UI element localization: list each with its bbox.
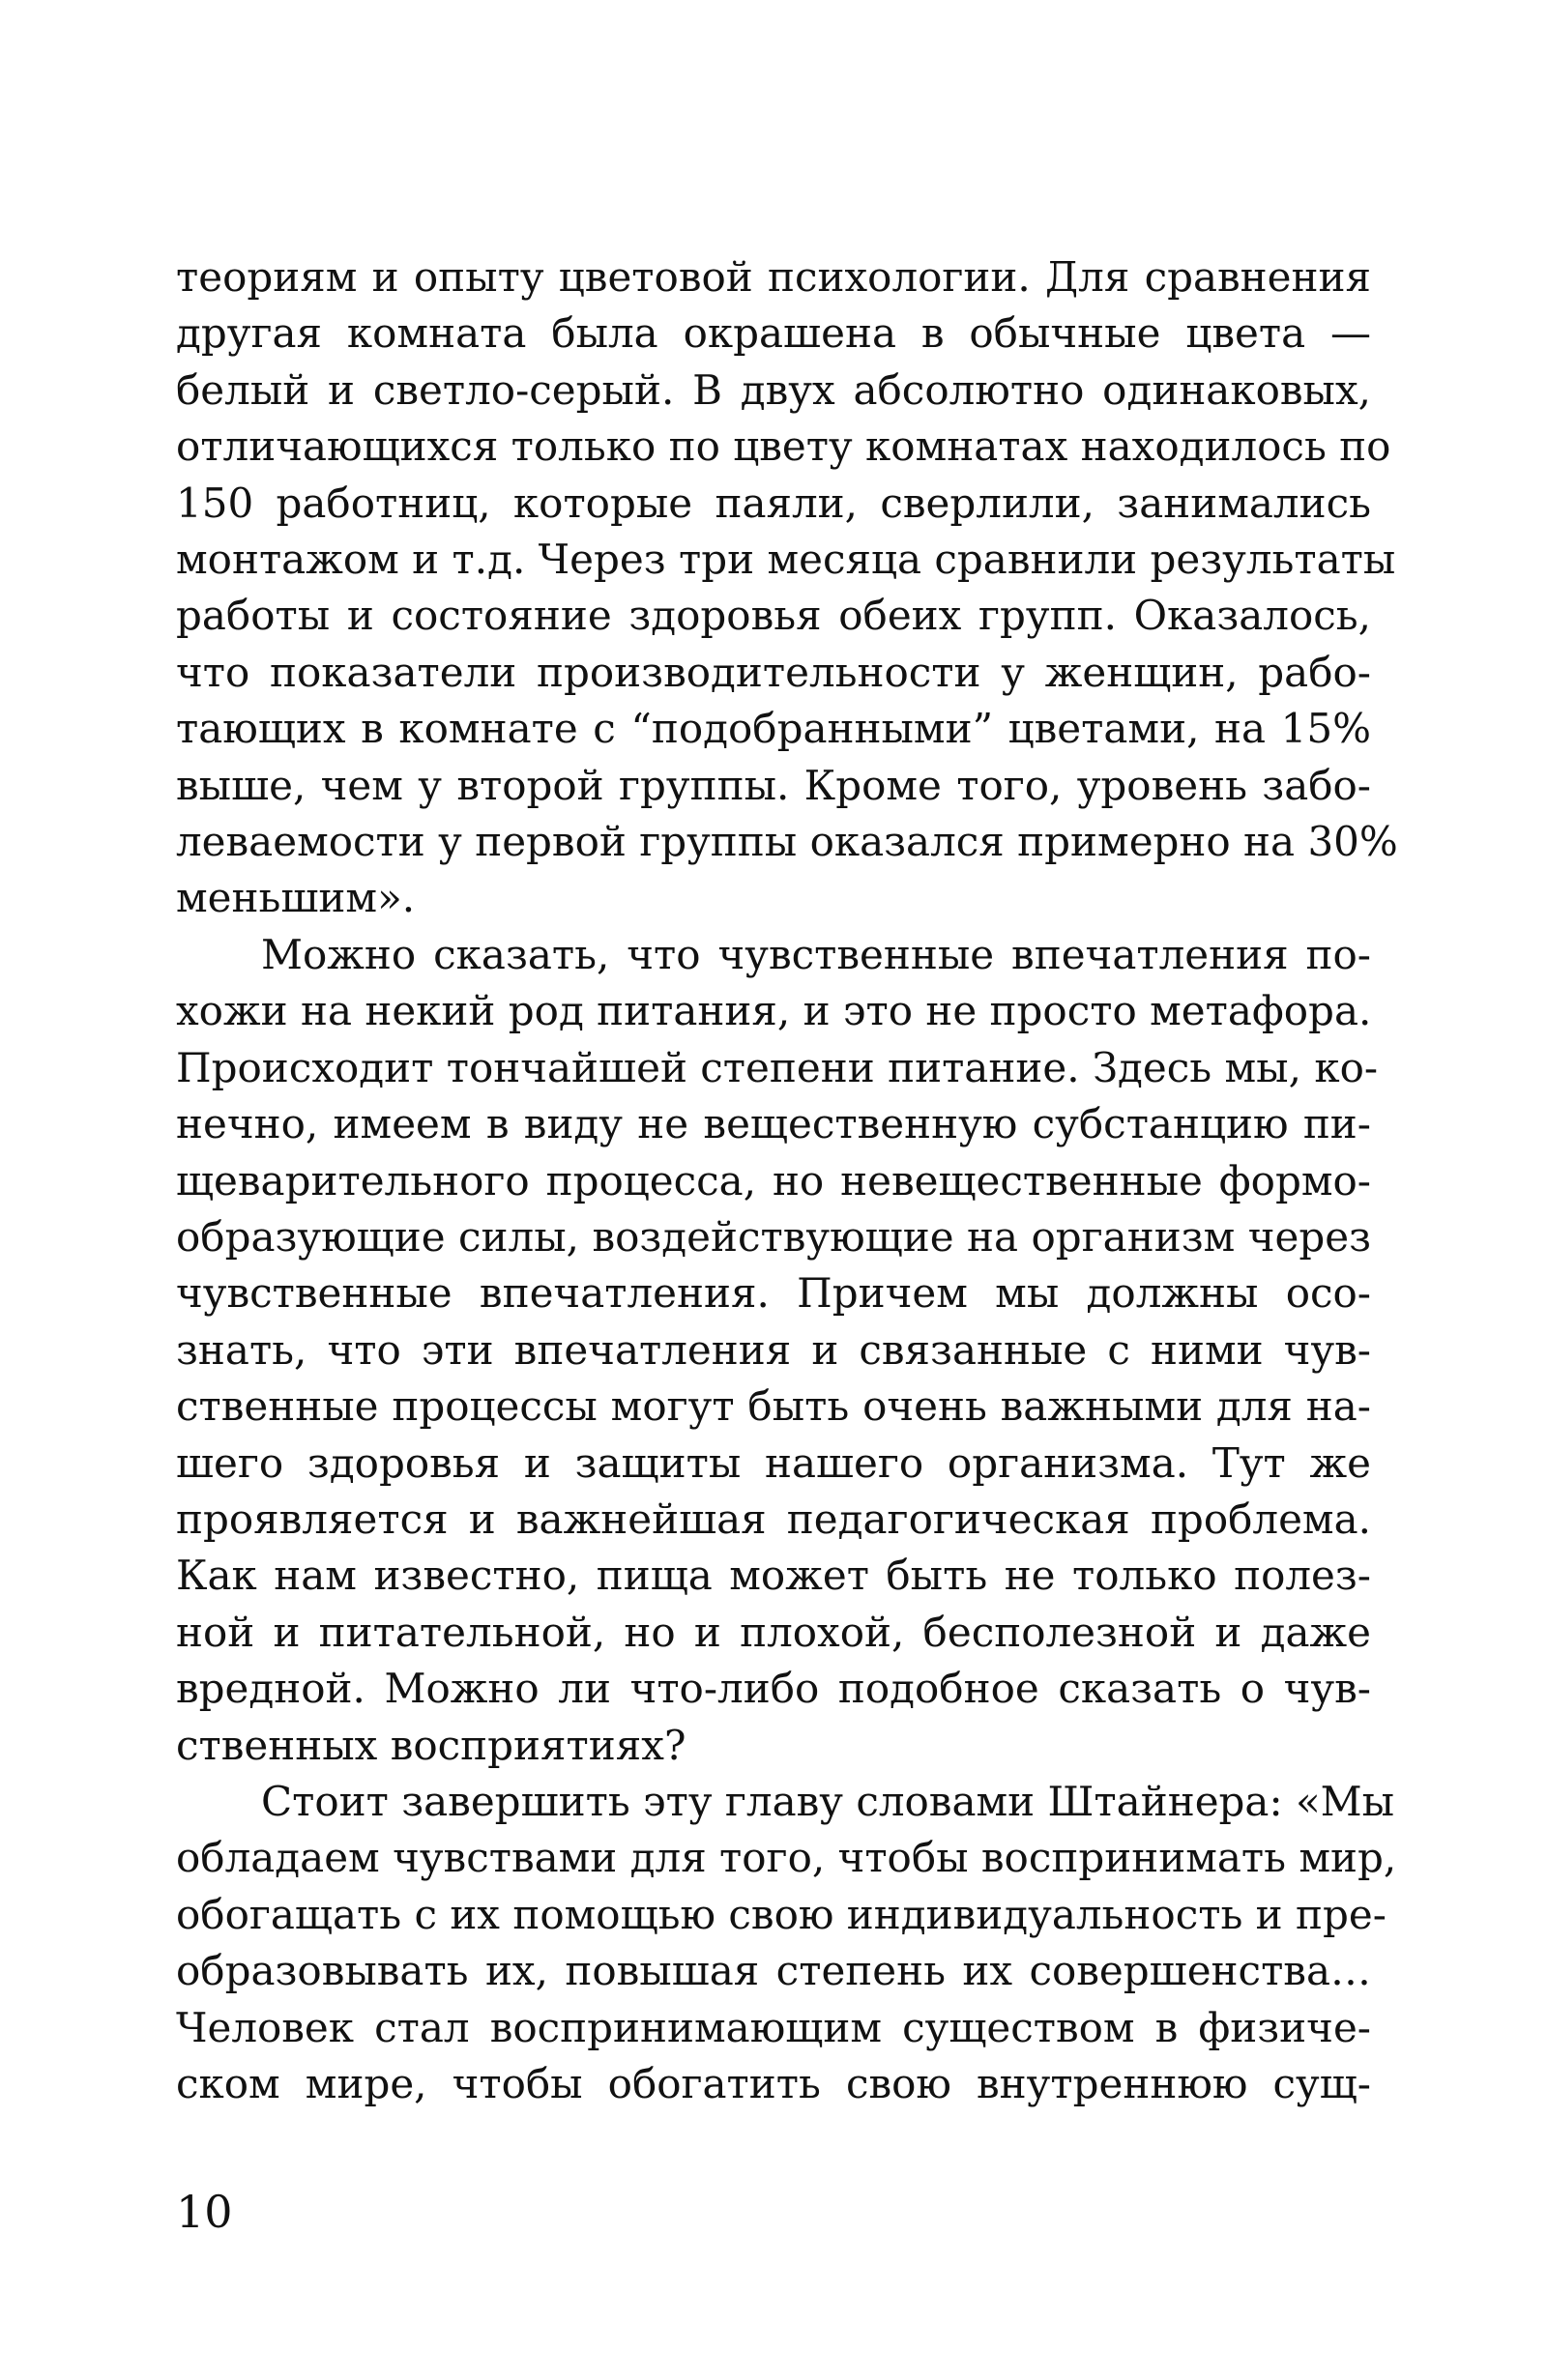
page-number: 10 bbox=[176, 2186, 233, 2238]
text-line: обладаем чувствами для того, чтобы воспринимать мир, bbox=[176, 1834, 1397, 1882]
text-line: нечно, имеем в виду не вещественную субстанцию пи- bbox=[176, 1100, 1371, 1148]
text-line: теориям и опыту цветовой психологии. Для сравнения bbox=[176, 253, 1371, 301]
text-line: ском мире, чтобы обогатить свою внутреннюю сущ- bbox=[176, 2060, 1371, 2107]
text-line: работы и состояние здоровья обеих групп. Оказалось, bbox=[176, 592, 1371, 640]
text-line: знать, что эти впечатления и связанные с ними чув- bbox=[176, 1325, 1371, 1374]
text-line: выше, чем у второй группы. Кроме того, уровень забо- bbox=[176, 761, 1371, 809]
text-line: ственных восприятиях? bbox=[176, 1721, 686, 1769]
text-line: что показатели производительности у женщин, рабо- bbox=[176, 648, 1371, 696]
text-line: образующие силы, воздействующие на организм через bbox=[176, 1212, 1371, 1261]
text-line: вредной. Можно ли что-либо подобное сказать о чув- bbox=[176, 1665, 1371, 1713]
text-line: Как нам известно, пища может быть не только полез- bbox=[176, 1552, 1371, 1600]
text-line: проявляется и важнейшая педагогическая проблема. bbox=[176, 1495, 1371, 1543]
text-line: хожи на некий род питания, и это не просто метафора. bbox=[176, 987, 1372, 1035]
text-line: тающих в комнате с “подобранными” цветами, на 15% bbox=[176, 705, 1371, 753]
text-line: Происходит тончайшей степени питание. Здесь мы, ко- bbox=[176, 1043, 1379, 1091]
text-line: леваемости у первой группы оказался примерно на 30% bbox=[176, 818, 1398, 866]
text-line: отличающихся только по цвету комнатах находилось по bbox=[176, 422, 1391, 471]
text-line: Человек стал воспринимающим существом в физиче- bbox=[176, 2003, 1371, 2051]
text-line: щеварительного процесса, но невещественные формо- bbox=[176, 1156, 1371, 1205]
text-line: другая комната была окрашена в обычные цвета — bbox=[176, 309, 1371, 358]
text-line: образовывать их, повышая степень их совершенства… bbox=[176, 1947, 1371, 1995]
text-line: чувственные впечатления. Причем мы должны осо- bbox=[176, 1269, 1371, 1318]
text-line: монтажом и т.д. Через три месяца сравнили результаты bbox=[176, 536, 1396, 584]
text-line: обогащать с их помощью свою индивидуальность и пре- bbox=[176, 1890, 1386, 1938]
paragraph-first-line: Можно сказать, что чувственные впечатления по- bbox=[261, 930, 1371, 978]
text-line: шего здоровья и защиты нашего организма. Тут же bbox=[176, 1438, 1371, 1487]
text-line: ной и питательной, но и плохой, бесполезной и даже bbox=[176, 1608, 1371, 1656]
paragraph-first-line: Стоит завершить эту главу словами Штайнера: «Мы bbox=[261, 1777, 1395, 1825]
body-text bbox=[176, 249, 1398, 2112]
text-line: ственные процессы могут быть очень важными для на- bbox=[176, 1382, 1371, 1431]
text-line: 150 работниц, которые паяли, сверлили, занимались bbox=[176, 479, 1371, 527]
text-line: меньшим». bbox=[176, 874, 416, 922]
text-line: белый и светло-серый. В двух абсолютно одинаковых, bbox=[176, 365, 1371, 414]
